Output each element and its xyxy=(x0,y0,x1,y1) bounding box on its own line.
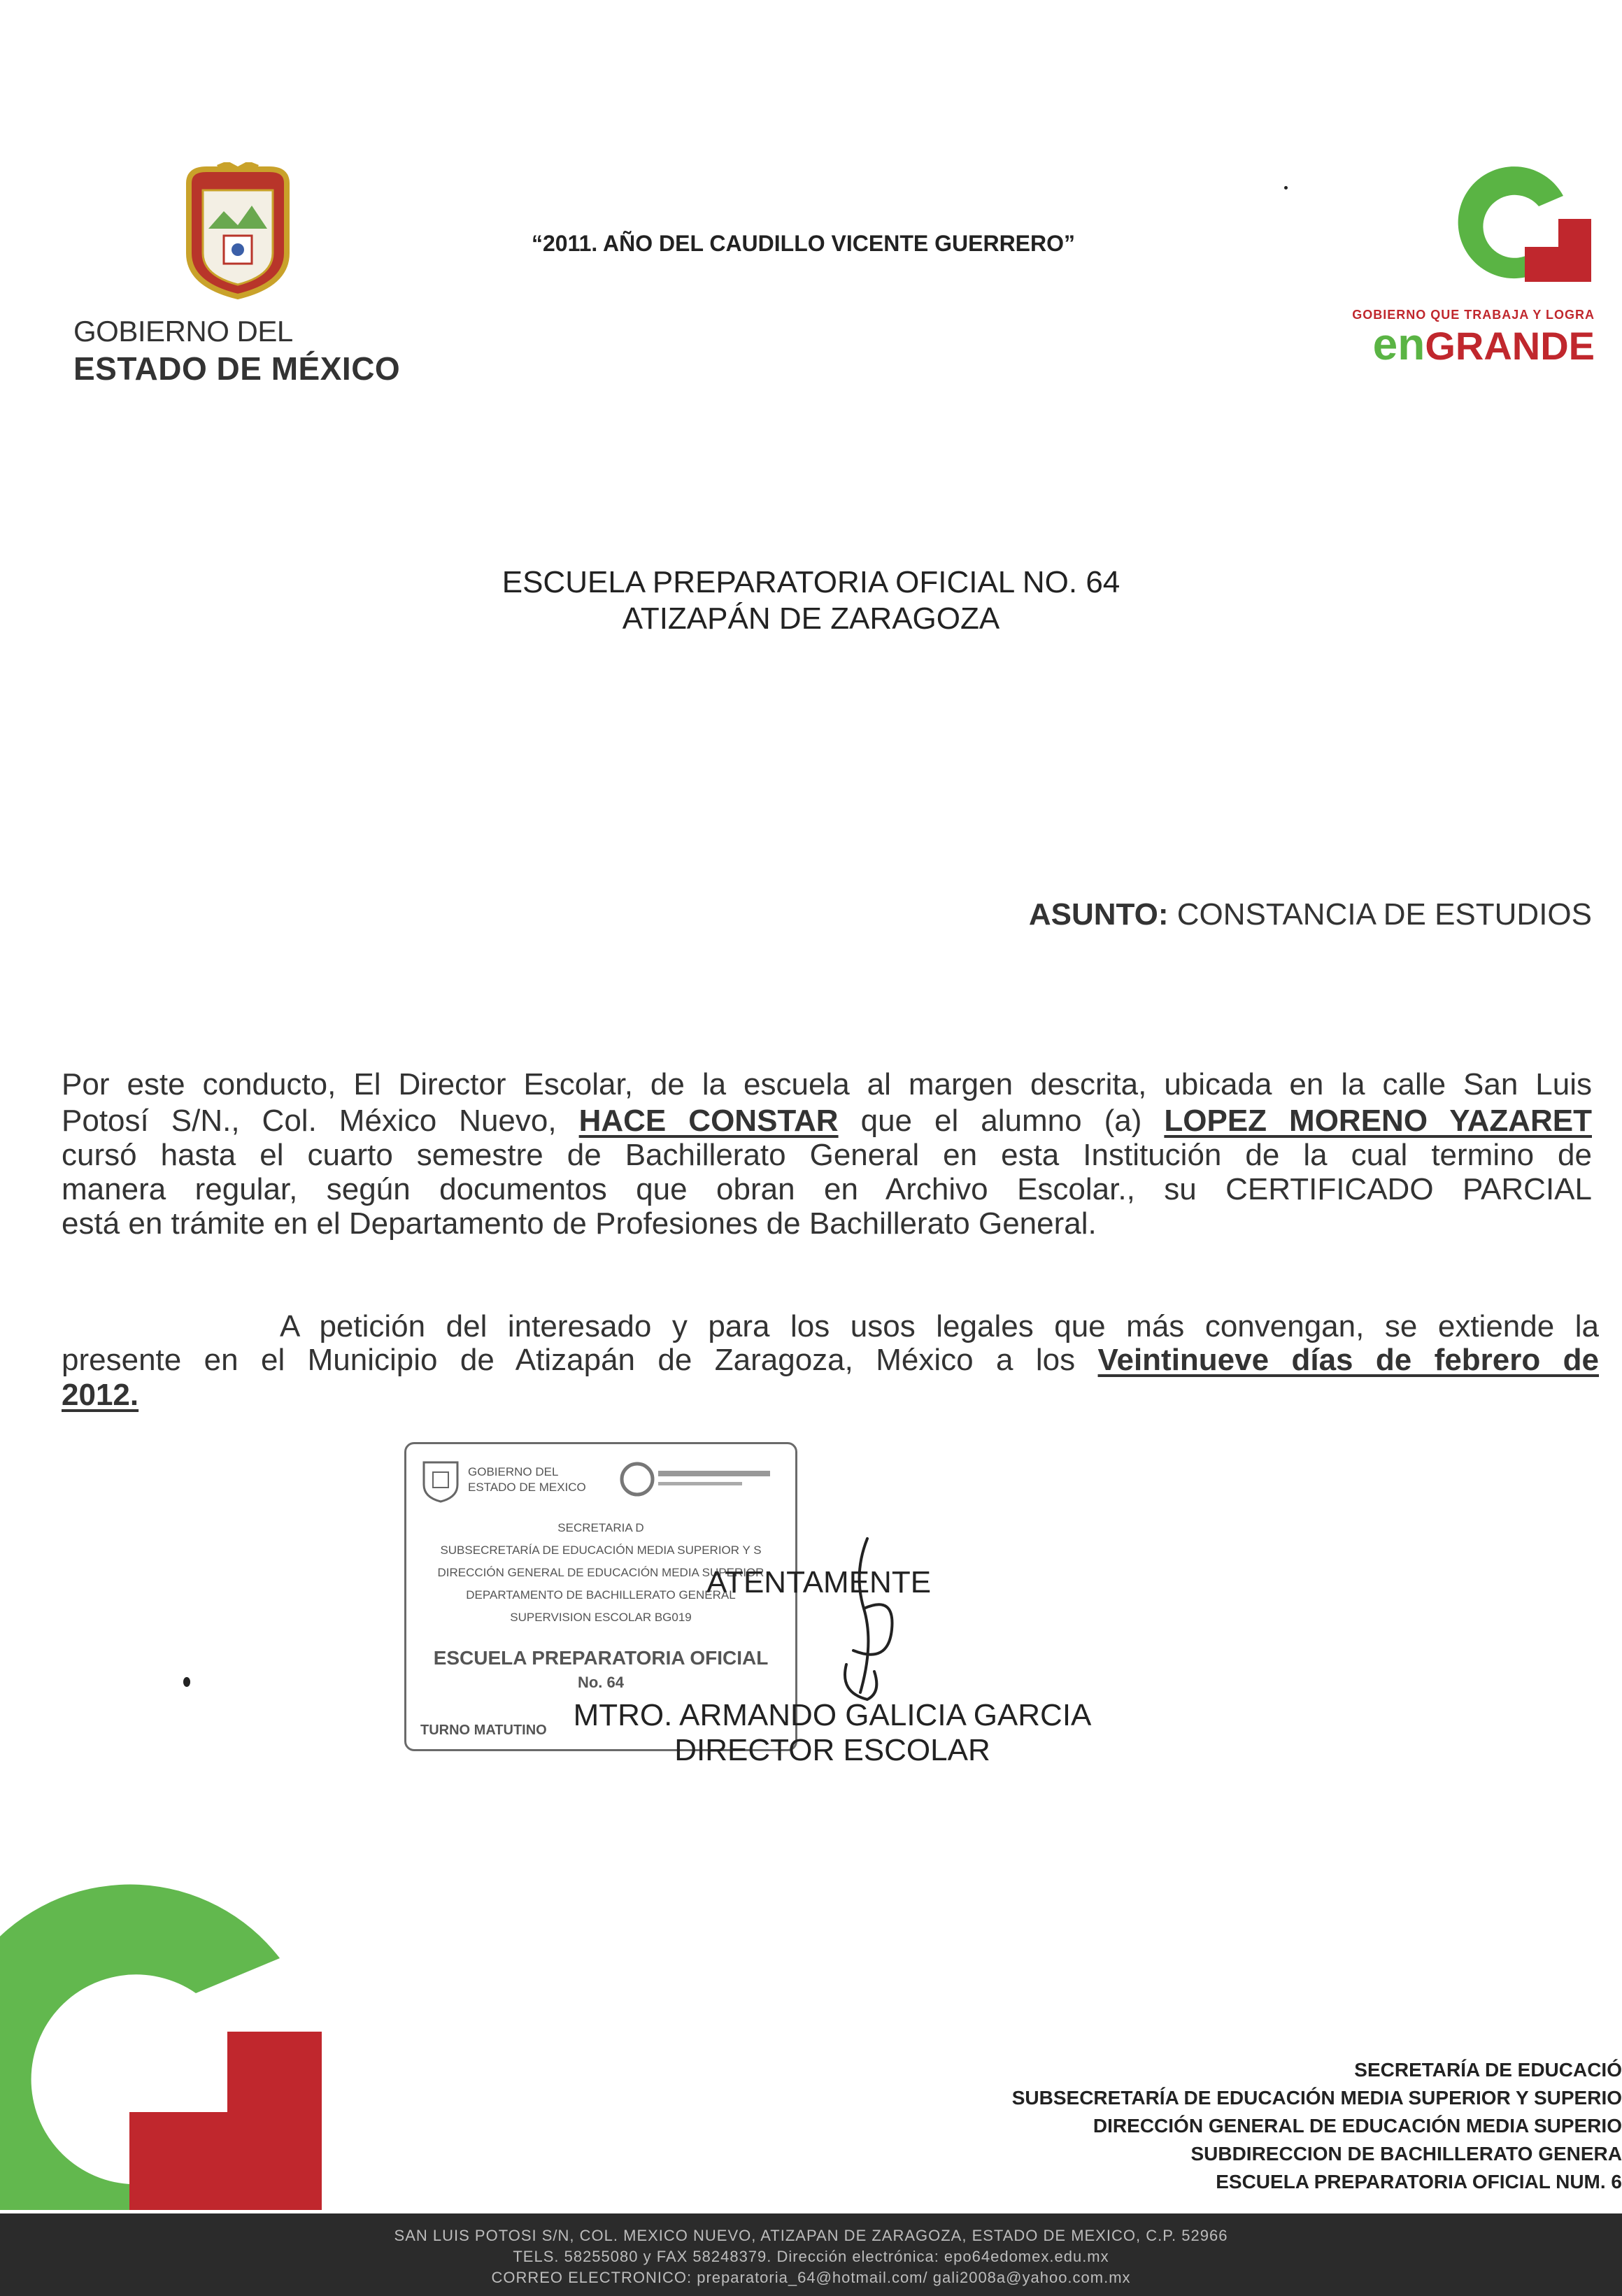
hace-constar: HACE CONSTAR xyxy=(578,1104,839,1138)
engrande-grande: GRANDE xyxy=(1425,324,1595,368)
footer-institution-line: SUBDIRECCION DE BACHILLERATO GENERA xyxy=(1190,2143,1622,2165)
footer-institution-line: SUBSECRETARÍA DE EDUCACIÓN MEDIA SUPERIOR Y SUPERIO xyxy=(1011,2087,1622,2109)
body-line xyxy=(62,1378,1592,1413)
body-line: Por este conducto, El Director Escolar, de la escuela al margen descrita, ubicada en la calle San Luis xyxy=(62,1067,1592,1101)
stamp-line: DIRECCIÓN GENERAL DE EDUCACIÓN MEDIA SUPERIOR xyxy=(437,1566,764,1579)
stamp-shift: TURNO MATUTINO xyxy=(420,1723,547,1738)
signer-role: DIRECTOR ESCOLAR xyxy=(674,1733,990,1767)
engrande-wordmark xyxy=(1329,318,1595,370)
body-line: cursó hasta el cuarto semestre de Bachillerato General en esta Institución de la cual termino de xyxy=(62,1138,1592,1172)
issue-year: 2012. xyxy=(62,1378,139,1412)
footer-email: CORREO ELECTRONICO: preparatoria_64@hotmail.com/ gali2008a@yahoo.com.mx xyxy=(491,2269,1131,2286)
stamp-number: No. 64 xyxy=(577,1674,625,1691)
closing: ATENTAMENTE xyxy=(706,1565,932,1599)
school-city: ATIZAPÁN DE ZARAGOZA xyxy=(622,601,1000,636)
government-line-1: GOBIERNO DEL xyxy=(73,315,293,348)
footer-g-logo-icon xyxy=(0,1818,329,2210)
subject-label: ASUNTO: xyxy=(1028,897,1169,932)
body-line: A petición del interesado y para los usos legales que más convengan, se extiende la xyxy=(280,1309,1599,1343)
body-line xyxy=(62,1104,1592,1139)
footer-institution-line: DIRECCIÓN GENERAL DE EDUCACIÓN MEDIA SUPERIO xyxy=(1093,2115,1622,2137)
body-line: está en trámite en el Departamento de Profesiones de Bachillerato General. xyxy=(62,1206,1097,1241)
body-fragment: Potosí S/N., Col. México Nuevo, xyxy=(62,1104,557,1138)
stamp-line: DEPARTAMENTO DE BACHILLERATO GENERAL xyxy=(466,1588,736,1602)
footer-institution-line: ESCUELA PREPARATORIA OFICIAL NUM. 6 xyxy=(1216,2171,1622,2192)
body-fragment: que el alumno (a) xyxy=(860,1104,1142,1138)
body-line xyxy=(62,1343,1599,1378)
government-line-2: ESTADO DE MÉXICO xyxy=(73,350,401,387)
subject-value: CONSTANCIA DE ESTUDIOS xyxy=(1176,897,1592,932)
engrande-en: en xyxy=(1372,319,1425,369)
footer-contact: TELS. 58255080 y FAX 58248379. Dirección electrónica: epo64edomex.edu.mx xyxy=(513,2248,1109,2265)
stamp-seal-icon xyxy=(420,1457,461,1503)
footer-address: SAN LUIS POTOSI S/N, COL. MEXICO NUEVO, ATIZAPAN DE ZARAGOZA, ESTADO DE MEXICO, C.P. 52966 xyxy=(394,2227,1228,2244)
engrande-tagline: GOBIERNO QUE TRABAJA Y LOGRA xyxy=(1352,308,1595,322)
stamp-line: SUBSECRETARÍA DE EDUCACIÓN MEDIA SUPERIOR Y S xyxy=(440,1543,762,1557)
stamp-gov-2: ESTADO DE MEXICO xyxy=(468,1481,586,1494)
signature-icon xyxy=(825,1532,937,1706)
body-fragment: presente en el Municipio de Atizapán de Zaragoza, México a los xyxy=(62,1343,1076,1377)
body-line: manera regular, según documentos que obran en Archivo Escolar., su CERTIFICADO PARCIAL xyxy=(62,1172,1592,1206)
ink-speck xyxy=(1284,186,1288,190)
ink-speck xyxy=(183,1677,190,1687)
year-motto: “2011. AÑO DEL CAUDILLO VICENTE GUERRERO” xyxy=(532,231,1076,256)
subject-line xyxy=(769,897,1592,932)
g-logo-icon xyxy=(1441,157,1595,290)
stamp-school: ESCUELA PREPARATORIA OFICIAL xyxy=(433,1647,769,1669)
student-name: LOPEZ MORENO YAZARET xyxy=(1164,1104,1592,1138)
stamp-gov-1: GOBIERNO DEL xyxy=(468,1465,559,1478)
signer-name: MTRO. ARMANDO GALICIA GARCIA xyxy=(573,1698,1092,1732)
stamp-line: SUPERVISION ESCOLAR BG019 xyxy=(510,1611,692,1624)
footer-institution-line: SECRETARÍA DE EDUCACIÓ xyxy=(1354,2059,1622,2081)
school-name: ESCUELA PREPARATORIA OFICIAL NO. 64 xyxy=(501,565,1121,599)
issue-date: Veintinueve días de febrero de xyxy=(1097,1343,1600,1377)
stamp-logo-icon xyxy=(616,1458,784,1500)
coat-of-arms-icon xyxy=(175,162,301,301)
stamp-line: SECRETARIA D xyxy=(557,1521,644,1534)
